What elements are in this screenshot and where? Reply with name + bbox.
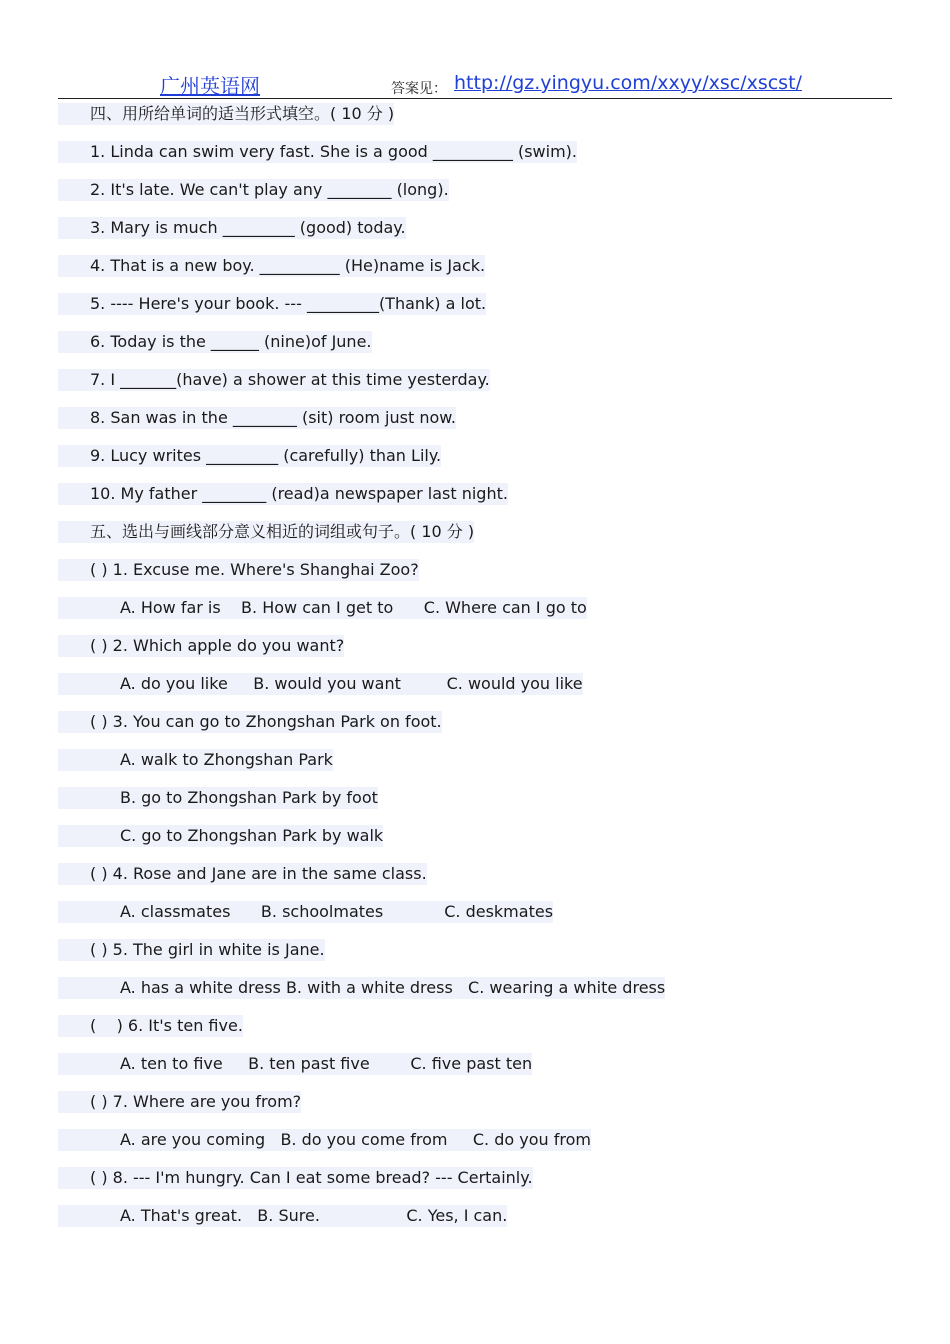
- option-line: B. go to Zhongshan Park by foot: [58, 787, 378, 809]
- question-line: 7. I _______(have) a shower at this time yesterday.: [58, 369, 490, 391]
- answer-label: 答案见：: [391, 81, 447, 97]
- site-name-link[interactable]: 广州英语网: [160, 74, 260, 98]
- option-line: A. do you like B. would you want C. would you like: [58, 673, 583, 695]
- question-line: ( ) 2. Which apple do you want?: [58, 635, 344, 657]
- option-line: C. go to Zhongshan Park by walk: [58, 825, 383, 847]
- question-line: 6. Today is the ______ (nine)of June.: [58, 331, 372, 353]
- question-line: 10. My father ________ (read)a newspaper last night.: [58, 483, 508, 505]
- option-line: A. classmates B. schoolmates C. deskmates: [58, 901, 553, 923]
- option-line: A. That's great. B. Sure. C. Yes, I can.: [58, 1205, 507, 1227]
- question-line: ( ) 3. You can go to Zhongshan Park on foot.: [58, 711, 442, 733]
- page-header: [0, 0, 950, 100]
- option-line: A. are you coming B. do you come from C. do you from: [58, 1129, 591, 1151]
- question-line: 4. That is a new boy. __________ (He)name is Jack.: [58, 255, 485, 277]
- option-line: A. walk to Zhongshan Park: [58, 749, 333, 771]
- question-line: 8. San was in the ________ (sit) room just now.: [58, 407, 456, 429]
- question-line: ( ) 6. It's ten five.: [58, 1015, 243, 1037]
- option-line: A. ten to five B. ten past five C. five past ten: [58, 1053, 532, 1075]
- question-line: ( ) 8. --- I'm hungry. Can I eat some bread? --- Certainly.: [58, 1167, 533, 1189]
- question-line: ( ) 5. The girl in white is Jane.: [58, 939, 325, 961]
- question-line: ( ) 4. Rose and Jane are in the same class.: [58, 863, 427, 885]
- question-line: ( ) 7. Where are you from?: [58, 1091, 301, 1113]
- option-line: A. has a white dress B. with a white dress C. wearing a white dress: [58, 977, 665, 999]
- header-divider: [58, 98, 892, 99]
- option-line: A. How far is B. How can I get to C. Where can I go to: [58, 597, 587, 619]
- question-line: 5. ---- Here's your book. --- _________(Thank) a lot.: [58, 293, 486, 315]
- section-heading: 五、选出与画线部分意义相近的词组或句子。( 10 分 ): [58, 521, 474, 543]
- question-line: 2. It's late. We can't play any ________ (long).: [58, 179, 449, 201]
- question-line: 3. Mary is much _________ (good) today.: [58, 217, 406, 239]
- section-heading: 四、用所给单词的适当形式填空。( 10 分 ): [58, 103, 394, 125]
- question-line: 9. Lucy writes _________ (carefully) than Lily.: [58, 445, 441, 467]
- answer-url-link[interactable]: http://gz.yingyu.com/xxyy/xsc/xscst/: [454, 72, 802, 94]
- question-line: ( ) 1. Excuse me. Where's Shanghai Zoo?: [58, 559, 419, 581]
- question-line: 1. Linda can swim very fast. She is a good __________ (swim).: [58, 141, 577, 163]
